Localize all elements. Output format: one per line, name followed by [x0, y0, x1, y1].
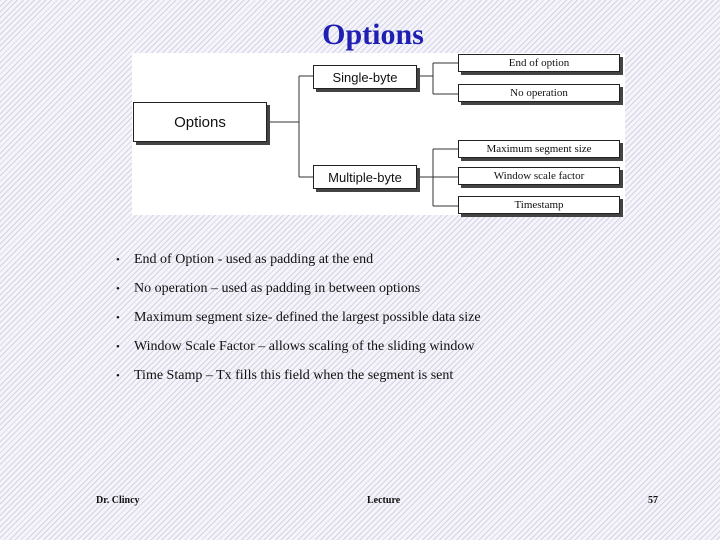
slide-title: Options — [322, 18, 424, 51]
footer-page-number: 57 — [648, 495, 658, 506]
timestamp-box: Timestamp — [458, 196, 620, 214]
bullet-text: End of Option - used as padding at the end — [134, 252, 374, 267]
bullet-item — [116, 248, 481, 277]
bullet-item — [116, 306, 481, 335]
bullet-text: Maximum segment size- defined the largest possible data size — [134, 310, 481, 325]
bullet-text: Time Stamp – Tx fills this field when the segment is sent — [134, 368, 454, 383]
bullet-dot-icon: • — [116, 312, 120, 324]
bullet-text: No operation – used as padding in between options — [134, 281, 421, 296]
bullet-list — [116, 248, 481, 393]
single-byte-box: Single-byte — [313, 65, 417, 89]
options-root-box: Options — [133, 102, 267, 142]
maximum-segment-size-box: Maximum segment size — [458, 140, 620, 158]
footer-author: Dr. Clincy — [96, 495, 140, 506]
bullet-dot-icon: • — [116, 341, 120, 353]
bullet-dot-icon: • — [116, 254, 120, 266]
bullet-item — [116, 277, 481, 306]
bullet-item — [116, 364, 481, 393]
multiple-byte-box: Multiple-byte — [313, 165, 417, 189]
no-operation-box: No operation — [458, 84, 620, 102]
bullet-dot-icon: • — [116, 370, 120, 382]
window-scale-factor-box: Window scale factor — [458, 167, 620, 185]
end-of-option-box: End of option — [458, 54, 620, 72]
footer-lecture: Lecture — [367, 495, 401, 506]
options-tree-diagram — [132, 53, 625, 215]
bullet-text: Window Scale Factor – allows scaling of the sliding window — [134, 339, 475, 354]
bullet-item — [116, 335, 481, 364]
bullet-dot-icon: • — [116, 283, 120, 295]
